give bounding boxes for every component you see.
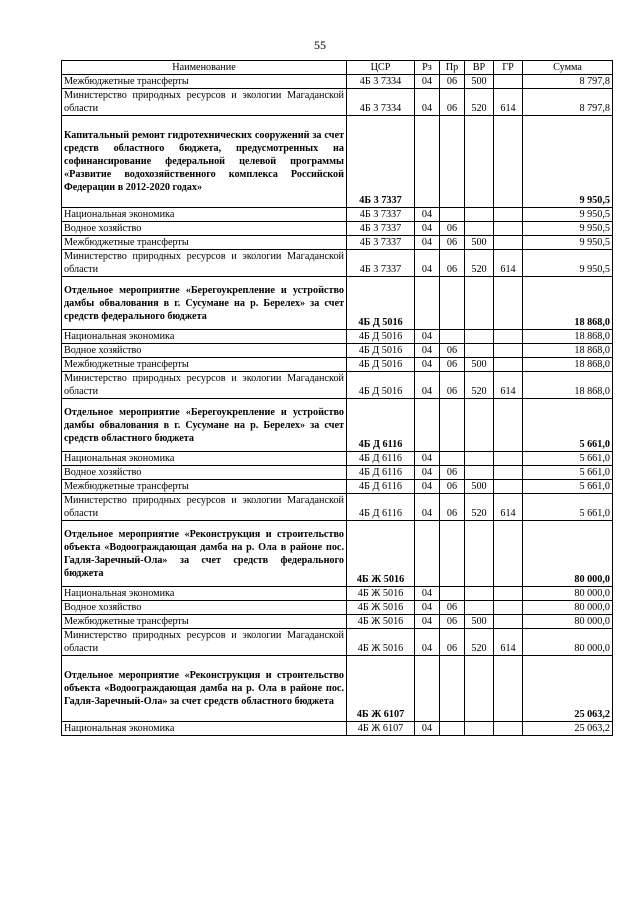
cell-gr bbox=[494, 344, 523, 358]
cell-csr: 4Б 3 7337 bbox=[347, 222, 415, 236]
cell-name: Национальная экономика bbox=[62, 587, 347, 601]
cell-name: Министерство природных ресурсов и экологии Магаданской области bbox=[62, 89, 347, 116]
cell-sum: 80 000,0 bbox=[523, 521, 613, 587]
cell-gr bbox=[494, 222, 523, 236]
cell-sum: 18 868,0 bbox=[523, 358, 613, 372]
table-row bbox=[62, 116, 613, 208]
cell-pr: 06 bbox=[440, 372, 465, 399]
cell-vr bbox=[465, 521, 494, 587]
table-row bbox=[62, 250, 613, 277]
cell-vr: 500 bbox=[465, 236, 494, 250]
table-body bbox=[62, 75, 613, 736]
cell-rz: 04 bbox=[415, 330, 440, 344]
table-row bbox=[62, 372, 613, 399]
cell-sum: 9 950,5 bbox=[523, 236, 613, 250]
cell-gr bbox=[494, 587, 523, 601]
cell-rz: 04 bbox=[415, 236, 440, 250]
cell-csr: 4Б Д 6116 bbox=[347, 466, 415, 480]
table-row bbox=[62, 277, 613, 330]
cell-name: Отдельное мероприятие «Берегоукрепление и устройство дамбы обвалования в г. Сусумане на р. Берелех» за счет средств областного бюджета bbox=[62, 399, 347, 452]
cell-vr bbox=[465, 222, 494, 236]
cell-csr: 4Б Д 6116 bbox=[347, 399, 415, 452]
header-sum: Сумма bbox=[523, 61, 613, 75]
cell-gr bbox=[494, 466, 523, 480]
cell-pr: 06 bbox=[440, 601, 465, 615]
cell-name: Национальная экономика bbox=[62, 208, 347, 222]
cell-vr bbox=[465, 399, 494, 452]
cell-rz: 04 bbox=[415, 89, 440, 116]
cell-name: Министерство природных ресурсов и экологии Магаданской области bbox=[62, 250, 347, 277]
cell-vr bbox=[465, 277, 494, 330]
cell-vr bbox=[465, 330, 494, 344]
cell-gr bbox=[494, 480, 523, 494]
cell-sum: 8 797,8 bbox=[523, 75, 613, 89]
cell-name: Капитальный ремонт гидротехнических сооружений за счет средств областного бюджета, предусмотренных на софинансирование федеральной целевой программы «Развитие водохозяйственного комплекса Российской Федерации в 2012-2020 годах» bbox=[62, 116, 347, 208]
cell-pr: 06 bbox=[440, 75, 465, 89]
cell-vr: 520 bbox=[465, 494, 494, 521]
cell-gr bbox=[494, 722, 523, 736]
cell-pr bbox=[440, 208, 465, 222]
cell-csr: 4Б Д 5016 bbox=[347, 358, 415, 372]
cell-pr bbox=[440, 399, 465, 452]
cell-pr: 06 bbox=[440, 250, 465, 277]
cell-csr: 4Б Д 5016 bbox=[347, 330, 415, 344]
cell-gr bbox=[494, 399, 523, 452]
cell-vr: 520 bbox=[465, 372, 494, 399]
header-vr: ВР bbox=[465, 61, 494, 75]
cell-pr bbox=[440, 587, 465, 601]
cell-sum: 8 797,8 bbox=[523, 89, 613, 116]
cell-name: Водное хозяйство bbox=[62, 466, 347, 480]
cell-csr: 4Б 3 7334 bbox=[347, 75, 415, 89]
cell-gr: 614 bbox=[494, 89, 523, 116]
cell-sum: 80 000,0 bbox=[523, 615, 613, 629]
cell-name: Межбюджетные трансферты bbox=[62, 615, 347, 629]
cell-vr: 500 bbox=[465, 615, 494, 629]
cell-rz bbox=[415, 521, 440, 587]
cell-csr: 4Б Ж 5016 bbox=[347, 521, 415, 587]
cell-sum: 18 868,0 bbox=[523, 372, 613, 399]
cell-gr bbox=[494, 116, 523, 208]
cell-gr bbox=[494, 615, 523, 629]
table-row bbox=[62, 722, 613, 736]
cell-csr: 4Б Ж 6107 bbox=[347, 722, 415, 736]
cell-gr bbox=[494, 601, 523, 615]
cell-rz: 04 bbox=[415, 452, 440, 466]
cell-csr: 4Б 3 7337 bbox=[347, 250, 415, 277]
cell-name: Национальная экономика bbox=[62, 452, 347, 466]
cell-sum: 80 000,0 bbox=[523, 587, 613, 601]
cell-pr bbox=[440, 656, 465, 722]
cell-sum: 80 000,0 bbox=[523, 601, 613, 615]
cell-name: Министерство природных ресурсов и экологии Магаданской области bbox=[62, 494, 347, 521]
cell-gr: 614 bbox=[494, 629, 523, 656]
cell-vr bbox=[465, 601, 494, 615]
cell-gr bbox=[494, 358, 523, 372]
table-header-row bbox=[62, 61, 613, 75]
cell-name: Межбюджетные трансферты bbox=[62, 236, 347, 250]
cell-csr: 4Б Ж 5016 bbox=[347, 601, 415, 615]
table-row bbox=[62, 344, 613, 358]
cell-pr: 06 bbox=[440, 494, 465, 521]
cell-vr: 500 bbox=[465, 480, 494, 494]
table-row bbox=[62, 629, 613, 656]
table-row bbox=[62, 601, 613, 615]
cell-gr bbox=[494, 452, 523, 466]
table-row bbox=[62, 615, 613, 629]
cell-csr: 4Б Ж 5016 bbox=[347, 615, 415, 629]
cell-csr: 4Б Д 5016 bbox=[347, 372, 415, 399]
cell-name: Национальная экономика bbox=[62, 330, 347, 344]
cell-vr: 500 bbox=[465, 358, 494, 372]
cell-rz: 04 bbox=[415, 358, 440, 372]
cell-rz bbox=[415, 116, 440, 208]
cell-pr: 06 bbox=[440, 89, 465, 116]
cell-sum: 5 661,0 bbox=[523, 452, 613, 466]
table-row bbox=[62, 75, 613, 89]
cell-rz: 04 bbox=[415, 480, 440, 494]
header-name: Наименование bbox=[62, 61, 347, 75]
cell-gr: 614 bbox=[494, 372, 523, 399]
cell-gr bbox=[494, 208, 523, 222]
cell-pr: 06 bbox=[440, 466, 465, 480]
cell-pr: 06 bbox=[440, 344, 465, 358]
cell-pr bbox=[440, 521, 465, 587]
cell-gr bbox=[494, 236, 523, 250]
header-csr: ЦСР bbox=[347, 61, 415, 75]
cell-name: Межбюджетные трансферты bbox=[62, 480, 347, 494]
cell-name: Министерство природных ресурсов и экологии Магаданской области bbox=[62, 372, 347, 399]
cell-vr bbox=[465, 344, 494, 358]
cell-rz bbox=[415, 656, 440, 722]
cell-gr bbox=[494, 75, 523, 89]
header-rz: Рз bbox=[415, 61, 440, 75]
cell-vr bbox=[465, 116, 494, 208]
cell-csr: 4Б Ж 6107 bbox=[347, 656, 415, 722]
cell-name: Национальная экономика bbox=[62, 722, 347, 736]
cell-sum: 18 868,0 bbox=[523, 277, 613, 330]
cell-sum: 18 868,0 bbox=[523, 344, 613, 358]
cell-sum: 9 950,5 bbox=[523, 250, 613, 277]
cell-name: Водное хозяйство bbox=[62, 601, 347, 615]
cell-csr: 4Б Ж 5016 bbox=[347, 629, 415, 656]
cell-name: Водное хозяйство bbox=[62, 222, 347, 236]
cell-rz: 04 bbox=[415, 629, 440, 656]
cell-vr: 500 bbox=[465, 75, 494, 89]
cell-rz: 04 bbox=[415, 615, 440, 629]
cell-rz: 04 bbox=[415, 587, 440, 601]
cell-rz: 04 bbox=[415, 222, 440, 236]
cell-pr bbox=[440, 330, 465, 344]
header-gr: ГР bbox=[494, 61, 523, 75]
cell-sum: 25 063,2 bbox=[523, 722, 613, 736]
cell-vr: 520 bbox=[465, 629, 494, 656]
cell-sum: 9 950,5 bbox=[523, 222, 613, 236]
cell-name: Межбюджетные трансферты bbox=[62, 75, 347, 89]
cell-vr bbox=[465, 722, 494, 736]
cell-pr bbox=[440, 452, 465, 466]
page-number: 55 bbox=[314, 38, 326, 52]
cell-csr: 4Б 3 7334 bbox=[347, 89, 415, 116]
cell-pr: 06 bbox=[440, 236, 465, 250]
cell-csr: 4Б 3 7337 bbox=[347, 116, 415, 208]
cell-pr: 06 bbox=[440, 480, 465, 494]
cell-name: Водное хозяйство bbox=[62, 344, 347, 358]
cell-sum: 5 661,0 bbox=[523, 480, 613, 494]
cell-rz: 04 bbox=[415, 494, 440, 521]
cell-rz: 04 bbox=[415, 466, 440, 480]
table-row bbox=[62, 656, 613, 722]
cell-sum: 9 950,5 bbox=[523, 116, 613, 208]
cell-csr: 4Б Д 6116 bbox=[347, 494, 415, 521]
cell-rz: 04 bbox=[415, 344, 440, 358]
cell-gr: 614 bbox=[494, 494, 523, 521]
cell-sum: 5 661,0 bbox=[523, 399, 613, 452]
cell-name: Отдельное мероприятие «Берегоукрепление и устройство дамбы обвалования в г. Сусумане на р. Берелех» за счет средств федерального бюджета bbox=[62, 277, 347, 330]
cell-rz bbox=[415, 277, 440, 330]
cell-sum: 80 000,0 bbox=[523, 629, 613, 656]
cell-sum: 25 063,2 bbox=[523, 656, 613, 722]
table-row bbox=[62, 89, 613, 116]
table-row bbox=[62, 358, 613, 372]
cell-csr: 4Б Д 6116 bbox=[347, 452, 415, 466]
cell-pr bbox=[440, 722, 465, 736]
cell-rz bbox=[415, 399, 440, 452]
cell-gr bbox=[494, 521, 523, 587]
cell-csr: 4Б 3 7337 bbox=[347, 208, 415, 222]
cell-name: Министерство природных ресурсов и экологии Магаданской области bbox=[62, 629, 347, 656]
table-row bbox=[62, 466, 613, 480]
cell-rz: 04 bbox=[415, 250, 440, 277]
cell-sum: 9 950,5 bbox=[523, 208, 613, 222]
cell-csr: 4Б 3 7337 bbox=[347, 236, 415, 250]
cell-vr: 520 bbox=[465, 250, 494, 277]
cell-pr: 06 bbox=[440, 629, 465, 656]
cell-vr: 520 bbox=[465, 89, 494, 116]
table-row bbox=[62, 587, 613, 601]
cell-csr: 4Б Д 5016 bbox=[347, 277, 415, 330]
table-row bbox=[62, 330, 613, 344]
cell-csr: 4Б Д 5016 bbox=[347, 344, 415, 358]
table-row bbox=[62, 480, 613, 494]
table-row bbox=[62, 452, 613, 466]
cell-rz: 04 bbox=[415, 372, 440, 399]
cell-sum: 5 661,0 bbox=[523, 494, 613, 521]
header-pr: Пр bbox=[440, 61, 465, 75]
cell-gr bbox=[494, 330, 523, 344]
budget-table bbox=[61, 60, 613, 736]
cell-name: Отдельное мероприятие «Реконструкция и строительство объекта «Водоограждающая дамба на р. Ола в районе пос. Гадля-Заречный-Ола» за счет средств федерального бюджета bbox=[62, 521, 347, 587]
cell-name: Отдельное мероприятие «Реконструкция и строительство объекта «Водоограждающая дамба на р. Ола в районе пос. Гадля-Заречный-Ола» за счет средств областного бюджета bbox=[62, 656, 347, 722]
cell-rz: 04 bbox=[415, 601, 440, 615]
cell-vr bbox=[465, 587, 494, 601]
cell-pr bbox=[440, 277, 465, 330]
table-row bbox=[62, 399, 613, 452]
cell-sum: 18 868,0 bbox=[523, 330, 613, 344]
cell-vr bbox=[465, 208, 494, 222]
cell-pr: 06 bbox=[440, 358, 465, 372]
table-row bbox=[62, 494, 613, 521]
table-row bbox=[62, 222, 613, 236]
cell-vr bbox=[465, 452, 494, 466]
cell-gr bbox=[494, 277, 523, 330]
cell-gr bbox=[494, 656, 523, 722]
cell-name: Межбюджетные трансферты bbox=[62, 358, 347, 372]
table-row bbox=[62, 236, 613, 250]
cell-gr: 614 bbox=[494, 250, 523, 277]
cell-rz: 04 bbox=[415, 75, 440, 89]
cell-rz: 04 bbox=[415, 208, 440, 222]
cell-vr bbox=[465, 656, 494, 722]
cell-csr: 4Б Д 6116 bbox=[347, 480, 415, 494]
cell-pr: 06 bbox=[440, 615, 465, 629]
cell-rz: 04 bbox=[415, 722, 440, 736]
cell-vr bbox=[465, 466, 494, 480]
table-row bbox=[62, 208, 613, 222]
cell-pr: 06 bbox=[440, 222, 465, 236]
cell-sum: 5 661,0 bbox=[523, 466, 613, 480]
cell-pr bbox=[440, 116, 465, 208]
cell-csr: 4Б Ж 5016 bbox=[347, 587, 415, 601]
table-row bbox=[62, 521, 613, 587]
